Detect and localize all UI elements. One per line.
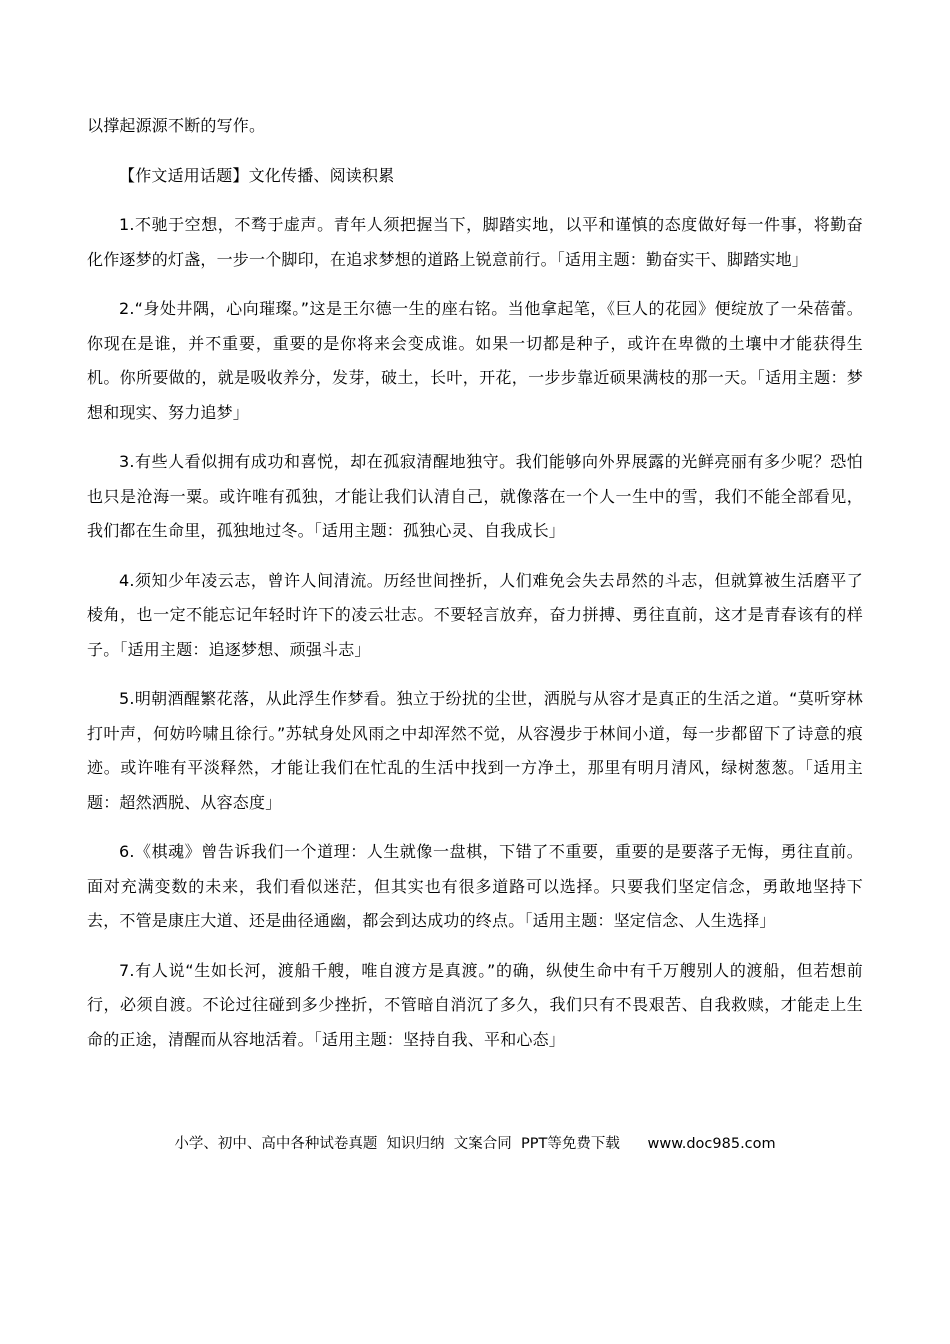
paragraph-2: 2.“身处井隅，心向璀璨。”这是王尔德一生的座右铭。当他拿起笔，《巨人的花园》便绽放了一朵蓓蕾。你现在是谁，并不重要，重要的是你将来会变成谁。如果一切都是种子，或许在卑微的土壤中才能获得生机。你所要做的，就是吸收养分，发芽，破土，长叶，开花，一步步靠近硕果满枝的那一天。「适用主题：梦想和现实、努力追梦」 xyxy=(87,299,863,422)
paragraph-1: 1.不驰于空想，不骛于虚声。青年人须把握当下，脚踏实地，以平和谨慎的态度做好每一件事，将勤奋化作逐梦的灯盏，一步一个脚印，在追求梦想的道路上锐意前行。「适用主题：勤奋实干、脚踏实地」 xyxy=(87,215,863,269)
paragraph-6: 6.《棋魂》曾告诉我们一个道理：人生就像一盘棋，下错了不重要，重要的是要落子无悔，勇往直前。面对充满变数的未来，我们看似迷茫，但其实也有很多道路可以选择。只要我们坚定信念，勇敢地坚持下去，不管是康庄大道、还是曲径通幽，都会到达成功的终点。「适用主题：坚定信念、人生选择」 xyxy=(87,842,863,930)
paragraph-7: 7.有人说“生如长河，渡船千艘，唯自渡方是真渡。”的确，纵使生命中有千万艘别人的渡船，但若想前行，必须自渡。不论过往碰到多少挫折，不管暗自消沉了多久，我们只有不畏艰苦、自我救赎，才能走上生命的正途，清醒而从容地活着。「适用主题：坚持自我、平和心态」 xyxy=(87,960,863,1049)
page-footer: 小学、初中、高中各种试卷真题 知识归纳 文案合同 PPT等免费下载 www.doc985.com xyxy=(174,1136,776,1152)
paragraph-5: 5.明朝酒醒繁花落，从此浮生作梦看。独立于纷扰的尘世，洒脱与从容才是真正的生活之道。“莫听穿林打叶声，何妨吟啸且徐行。”苏轼身处风雨之中却浑然不觉，从容漫步于林间小道，每一步都留下了诗意的痕迹。或许唯有平淡释然，才能让我们在忙乱的生活中找到一方净土，那里有明月清风，绿树葱葱。「适用主题：超然洒脱、从容态度」 xyxy=(87,689,863,812)
paragraph-3: 3.有些人看似拥有成功和喜悦，却在孤寂清醒地独守。我们能够向外界展露的光鲜亮丽有多少呢？恐怕也只是沧海一粟。或许唯有孤独，才能让我们认清自己，就像落在一个人一生中的雪，我们不能全部看见，我们都在生命里，孤独地过冬。「适用主题：孤独心灵、自我成长」 xyxy=(87,452,863,540)
document-body xyxy=(87,109,863,1072)
continuation-line: 以撑起源源不断的写作。 xyxy=(87,116,266,135)
topic-heading: 【作文适用话题】文化传播、阅读积累 xyxy=(119,165,395,185)
paragraph-4: 4.须知少年凌云志，曾许人间清流。历经世间挫折，人们难免会失去昂然的斗志，但就算被生活磨平了棱角，也一定不能忘记年轻时许下的凌云壮志。不要轻言放弃，奋力拼搏、勇往直前，这才是青春该有的样子。「适用主题：追逐梦想、顽强斗志」 xyxy=(87,570,863,659)
